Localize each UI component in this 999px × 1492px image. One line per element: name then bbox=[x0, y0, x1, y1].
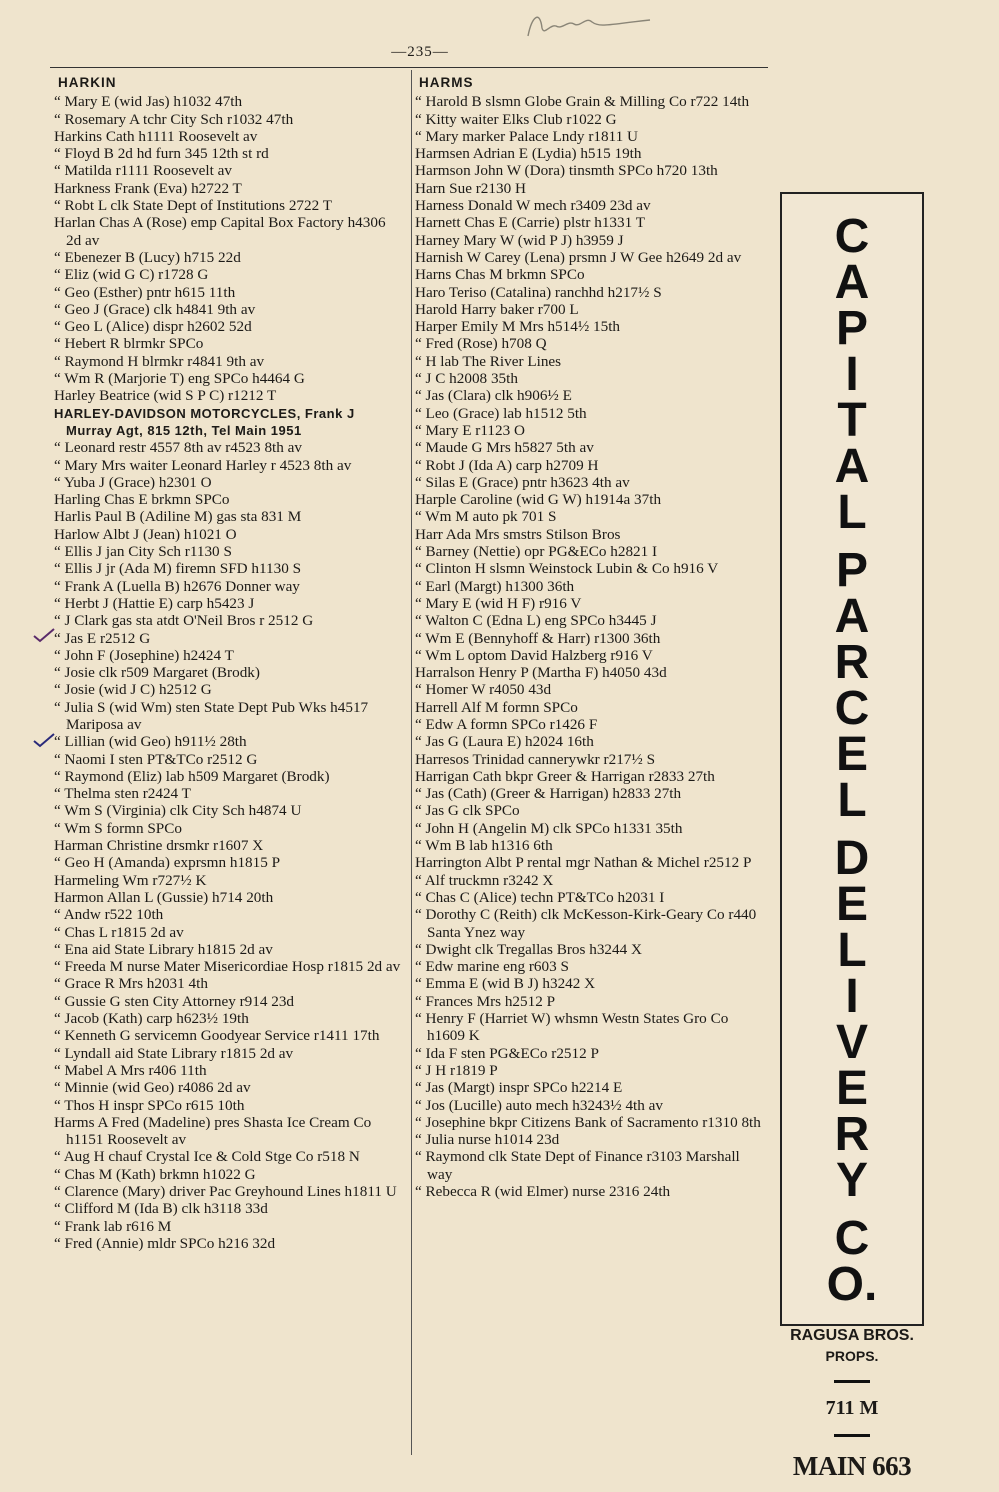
directory-entry: “ John H (Angelin M) clk SPCo h1331 35th bbox=[415, 819, 683, 837]
ad-proprietors bbox=[782, 1326, 922, 1366]
directory-entry: Harr Ada Mrs smstrs Stilson Bros bbox=[415, 525, 621, 543]
directory-entry: Harness Donald W mech r3409 23d av bbox=[415, 197, 651, 215]
directory-entry: “ Aug H chauf Crystal Ice & Cold Stge Co r518 N bbox=[54, 1148, 360, 1166]
directory-entry: Harkness Frank (Eva) h2722 T bbox=[54, 179, 242, 197]
column-divider bbox=[411, 70, 412, 1455]
directory-entry: “ Lillian (wid Geo) h911½ 28th bbox=[54, 733, 247, 751]
directory-entry: Harrington Albt P rental mgr Nathan & Michel r2512 P bbox=[415, 854, 752, 872]
directory-entry: “ Mary E (wid Jas) h1032 47th bbox=[54, 93, 243, 111]
directory-entry: “ Maude G Mrs h5827 5th av bbox=[415, 439, 594, 457]
ad-phone: MAIN 663 bbox=[792, 1451, 912, 1481]
directory-entry: “ Jas G clk SPCo bbox=[415, 802, 520, 820]
directory-entry: “ H lab The River Lines bbox=[415, 352, 562, 370]
directory-entry: Harlis Paul B (Adiline M) gas sta 831 M bbox=[54, 508, 302, 526]
ad-letter: V bbox=[835, 1016, 868, 1069]
directory-entry: “ Mabel A Mrs r406 11th bbox=[54, 1061, 207, 1079]
ad-letter: D bbox=[834, 832, 870, 885]
directory-entry: “ Naomi I sten PT&TCo r2512 G bbox=[54, 750, 258, 768]
directory-entry: Harper Emily M Mrs h514½ 15th bbox=[415, 318, 621, 336]
ad-letter: T bbox=[837, 394, 867, 447]
directory-entry: “ Frank lab r616 M bbox=[54, 1217, 172, 1235]
ad-company-name bbox=[782, 210, 922, 1311]
directory-entry: “ Mary E (wid H F) r916 V bbox=[415, 594, 582, 612]
directory-entry: “ Edw marine eng r603 S bbox=[415, 958, 569, 976]
directory-entry: Harnish W Carey (Lena) prsmn J W Gee h2649 2d av bbox=[415, 248, 742, 266]
directory-entry: “ Raymond H blrmkr r4841 9th av bbox=[54, 352, 265, 370]
directory-entry: “ Ida F sten PG&ECo r2512 P bbox=[415, 1044, 599, 1062]
directory-entry: “ Kitty waiter Elks Club r1022 G bbox=[415, 110, 617, 128]
ad-letter: I bbox=[845, 970, 859, 1023]
directory-entry: “ Chas M (Kath) brkmn h1022 G bbox=[54, 1165, 256, 1183]
directory-entry: “ Hebert R blrmkr SPCo bbox=[54, 335, 204, 353]
directory-entry: “ Jos (Lucille) auto mech h3243½ 4th av bbox=[415, 1096, 663, 1114]
ad-letter: C bbox=[834, 1212, 870, 1265]
surname-heading: HARMS bbox=[419, 75, 474, 90]
directory-entry: Harms A Fred (Madeline) pres Shasta Ice Cream Co h1151 Roosevelt av bbox=[54, 1113, 372, 1149]
directory-entry: “ Homer W r4050 43d bbox=[415, 681, 552, 699]
directory-entry: “ Julia nurse h1014 23d bbox=[415, 1131, 560, 1149]
directory-entry: “ Mary Mrs waiter Leonard Harley r 4523 8th av bbox=[54, 456, 352, 474]
directory-entry: “ Wm E (Bennyhoff & Harr) r1300 36th bbox=[415, 629, 661, 647]
directory-entry: “ Ena aid State Library h1815 2d av bbox=[54, 940, 273, 958]
ad-letter: A bbox=[834, 440, 870, 493]
directory-entry: “ Robt L clk State Dept of Institutions 2722 T bbox=[54, 197, 332, 215]
directory-entry: Harman Christine drsmkr r1607 X bbox=[54, 837, 264, 855]
ad-letter: Y bbox=[835, 1154, 868, 1207]
directory-entry: Harrell Alf M formn SPCo bbox=[415, 698, 578, 716]
ad-letter: L bbox=[837, 774, 867, 827]
directory-entry: “ Emma E (wid B J) h3242 X bbox=[415, 975, 596, 993]
directory-entry: “ Alf truckmn r3242 X bbox=[415, 871, 554, 889]
directory-entry: “ Yuba J (Grace) h2301 O bbox=[54, 473, 212, 491]
ad-letter: R bbox=[834, 636, 870, 689]
page-number: —235— bbox=[391, 44, 449, 60]
directory-entry: Harmsen Adrian E (Lydia) h515 19th bbox=[415, 145, 642, 163]
directory-entry: HARLEY-DAVIDSON MOTORCYCLES, Frank J Murray Agt, 815 12th, Tel Main 1951 bbox=[54, 405, 355, 438]
directory-entry: “ Thos H inspr SPCo r615 10th bbox=[54, 1096, 245, 1114]
ad-letter: P bbox=[835, 544, 868, 597]
check-mark-icon bbox=[32, 732, 56, 748]
directory-entry: Harnett Chas E (Carrie) plstr h1331 T bbox=[415, 214, 646, 232]
directory-entry: “ Lyndall aid State Library r1815 2d av bbox=[54, 1044, 294, 1062]
directory-entry: Harresos Trinidad cannerywkr r217½ S bbox=[415, 750, 656, 768]
directory-entry: “ Ellis J jr (Ada M) firemn SFD h1130 S bbox=[54, 560, 302, 578]
ad-letter: R bbox=[834, 1108, 870, 1161]
header-rule bbox=[50, 67, 768, 68]
directory-entry: “ Gussie G sten City Attorney r914 23d bbox=[54, 992, 295, 1010]
directory-entry: “ Josie clk r509 Margaret (Brodk) bbox=[54, 664, 260, 682]
directory-entry: “ Chas C (Alice) techn PT&TCo h2031 I bbox=[415, 888, 665, 906]
directory-entry: “ Wm S (Virginia) clk City Sch h4874 U bbox=[54, 802, 302, 820]
directory-entry: “ Clifford M (Ida B) clk h3118 33d bbox=[54, 1200, 268, 1218]
directory-entry: “ Raymond clk State Dept of Finance r3103 Marshall way bbox=[415, 1148, 740, 1183]
directory-entry: “ Leonard restr 4557 8th av r4523 8th av bbox=[54, 439, 302, 457]
directory-entry: “ J Clark gas sta atdt O'Neil Bros r 2512 G bbox=[54, 612, 314, 630]
directory-entry: “ Josephine bkpr Citizens Bank of Sacramento r1310 8th bbox=[415, 1113, 761, 1131]
directory-entry: “ Robt J (Ida A) carp h2709 H bbox=[415, 456, 599, 474]
directory-entry: “ Silas E (Grace) pntr h3623 4th av bbox=[415, 473, 630, 491]
ad-letter: A bbox=[834, 590, 870, 643]
directory-entry: “ Frances Mrs h2512 P bbox=[415, 992, 556, 1010]
directory-entry: “ Geo L (Alice) dispr h2602 52d bbox=[54, 318, 252, 336]
directory-entry: “ Barney (Nettie) opr PG&ECo h2821 I bbox=[415, 543, 658, 561]
directory-entry: “ Mary marker Palace Lndy r1811 U bbox=[415, 127, 638, 145]
directory-entry: “ Freeda M nurse Mater Misericordiae Hosp r1815 2d av bbox=[54, 958, 401, 976]
directory-entry: “ Herbt J (Hattie E) carp h5423 J bbox=[54, 594, 255, 612]
directory-entry: “ Julia S (wid Wm) sten State Dept Pub Wks h4517 Mariposa av bbox=[54, 698, 369, 733]
handwritten-scribble bbox=[520, 6, 660, 42]
ad-letter: C bbox=[834, 682, 870, 735]
directory-entry: Harrigan Cath bkpr Greer & Harrigan r2833 27th bbox=[415, 767, 715, 785]
directory-entry: “ Eliz (wid G C) r1728 G bbox=[54, 266, 209, 284]
ad-letter: E bbox=[835, 878, 868, 931]
directory-entry: “ Henry F (Harriet W) whsmn Westn States Gro Co h1609 K bbox=[415, 1010, 729, 1045]
directory-entry: “ Matilda r1111 Roosevelt av bbox=[54, 162, 232, 180]
directory-entry: Harney Mary W (wid P J) h3959 J bbox=[415, 231, 624, 249]
ad-letter: A bbox=[834, 256, 870, 309]
directory-entry: “ Dwight clk Tregallas Bros h3244 X bbox=[415, 940, 642, 958]
directory-entry: “ Ellis J jan City Sch r1130 S bbox=[54, 543, 232, 561]
directory-entry: “ Josie (wid J C) h2512 G bbox=[54, 681, 212, 699]
directory-entry: “ Clarence (Mary) driver Pac Greyhound Lines h1811 U bbox=[54, 1183, 397, 1200]
directory-entry: “ Fred (Rose) h708 Q bbox=[415, 335, 547, 353]
ad-letter: L bbox=[837, 924, 867, 977]
capital-parcel-delivery-ad bbox=[780, 192, 924, 1481]
directory-entry: “ Geo (Esther) pntr h615 11th bbox=[54, 283, 236, 301]
directory-entry: “ Jacob (Kath) carp h623½ 19th bbox=[54, 1010, 249, 1028]
directory-entry: “ Frank A (Luella B) h2676 Donner way bbox=[54, 577, 300, 595]
directory-entry: “ Leo (Grace) lab h1512 5th bbox=[415, 404, 587, 422]
directory-entry: “ Jas (Margt) inspr SPCo h2214 E bbox=[415, 1079, 623, 1097]
directory-entry: Harmeling Wm r727½ K bbox=[54, 871, 207, 889]
directory-entry: “ Fred (Annie) mldr SPCo h216 32d bbox=[54, 1234, 276, 1252]
ad-divider bbox=[834, 1380, 870, 1383]
directory-entry: “ Geo H (Amanda) exprsmn h1815 P bbox=[54, 854, 281, 872]
directory-entry: “ Edw A formn SPCo r1426 F bbox=[415, 715, 598, 733]
directory-entry: Harralson Henry P (Martha F) h4050 43d bbox=[415, 664, 667, 682]
directory-entry: “ Wm R (Marjorie T) eng SPCo h4464 G bbox=[54, 370, 305, 388]
directory-entry: “ Kenneth G servicemn Goodyear Service r1411 17th bbox=[54, 1027, 380, 1045]
directory-entry: “ Wm L optom David Halzberg r916 V bbox=[415, 646, 653, 664]
directory-entry: “ Mary E r1123 O bbox=[415, 421, 525, 439]
directory-entry: “ Raymond (Eliz) lab h509 Margaret (Brodk) bbox=[54, 767, 330, 785]
directory-entry: Harple Caroline (wid G W) h1914a 37th bbox=[415, 491, 662, 509]
directory-entry: “ J H r1819 P bbox=[415, 1061, 498, 1079]
ad-letter: P bbox=[835, 302, 868, 355]
ad-divider bbox=[834, 1434, 870, 1437]
ad-address: 711 M bbox=[825, 1397, 879, 1419]
directory-entry: Haro Teriso (Catalina) ranchhd h217½ S bbox=[415, 283, 662, 301]
directory-entry: “ John F (Josephine) h2424 T bbox=[54, 646, 234, 664]
directory-entry: “ Thelma sten r2424 T bbox=[54, 785, 191, 803]
ad-letter: E bbox=[835, 1062, 868, 1115]
right-column bbox=[415, 72, 765, 1200]
directory-entry: Harling Chas E brkmn SPCo bbox=[54, 491, 230, 509]
directory-entry: “ Wm S formn SPCo bbox=[54, 819, 182, 837]
directory-entry: Harlan Chas A (Rose) emp Capital Box Factory h4306 2d av bbox=[54, 214, 386, 249]
left-column bbox=[54, 72, 404, 1252]
ad-letter: L bbox=[837, 486, 867, 539]
directory-entry: Harlow Albt J (Jean) h1021 O bbox=[54, 525, 237, 543]
ad-letter: O. bbox=[826, 1258, 878, 1311]
surname-heading: HARKIN bbox=[58, 75, 117, 90]
directory-entry: “ Wm M auto pk 701 S bbox=[415, 508, 557, 526]
directory-entry: Harn Sue r2130 H bbox=[415, 179, 526, 197]
directory-entry: “ Jas (Cath) (Greer & Harrigan) h2833 27th bbox=[415, 785, 682, 803]
directory-entry: Harmon Allan L (Gussie) h714 20th bbox=[54, 888, 274, 906]
directory-entry: “ Jas (Clara) clk h906½ E bbox=[415, 387, 572, 405]
directory-entry: “ Walton C (Edna L) eng SPCo h3445 J bbox=[415, 612, 657, 630]
directory-entry: Harold Harry baker r700 L bbox=[415, 300, 579, 318]
ad-props-label: PROPS. bbox=[825, 1348, 879, 1364]
ad-letter: I bbox=[845, 348, 859, 401]
directory-entry: “ Chas L r1815 2d av bbox=[54, 923, 184, 941]
check-mark-icon bbox=[32, 627, 56, 643]
directory-entry: “ Wm B lab h1316 6th bbox=[415, 837, 553, 855]
ad-letter: C bbox=[834, 210, 870, 263]
ad-letter: E bbox=[835, 728, 868, 781]
directory-entry: “ Rebecca R (wid Elmer) nurse 2316 24th bbox=[415, 1183, 671, 1200]
directory-entry: Harley Beatrice (wid S P C) r1212 T bbox=[54, 387, 277, 405]
directory-entry: “ Geo J (Grace) clk h4841 9th av bbox=[54, 300, 256, 318]
directory-entry: “ Rosemary A tchr City Sch r1032 47th bbox=[54, 110, 294, 128]
directory-entry: Harmson John W (Dora) tinsmth SPCo h720 13th bbox=[415, 162, 718, 180]
directory-entry: “ Grace R Mrs h2031 4th bbox=[54, 975, 208, 993]
directory-entry: “ J C h2008 35th bbox=[415, 370, 518, 388]
directory-entry: “ Ebenezer B (Lucy) h715 22d bbox=[54, 248, 241, 266]
directory-entry: “ Dorothy C (Reith) clk McKesson-Kirk-Geary Co r440 Santa Ynez way bbox=[415, 906, 757, 941]
directory-entry: “ Jas E r2512 G bbox=[54, 629, 151, 647]
directory-entry: “ Andw r522 10th bbox=[54, 906, 164, 924]
directory-entry: “ Harold B slsmn Globe Grain & Milling Co r722 14th bbox=[415, 93, 750, 111]
ad-props-name: RAGUSA BROS. bbox=[790, 1327, 914, 1344]
directory-entry: “ Floyd B 2d hd furn 345 12th st rd bbox=[54, 145, 269, 163]
directory-entry: Harns Chas M brkmn SPCo bbox=[415, 266, 585, 284]
directory-entry: Harkins Cath h1111 Roosevelt av bbox=[54, 127, 258, 145]
directory-entry: “ Jas G (Laura E) h2024 16th bbox=[415, 733, 594, 751]
directory-entry: “ Clinton H slsmn Weinstock Lubin & Co h916 V bbox=[415, 560, 719, 578]
directory-entry: “ Earl (Margt) h1300 36th bbox=[415, 577, 575, 595]
directory-entry: “ Minnie (wid Geo) r4086 2d av bbox=[54, 1079, 251, 1097]
